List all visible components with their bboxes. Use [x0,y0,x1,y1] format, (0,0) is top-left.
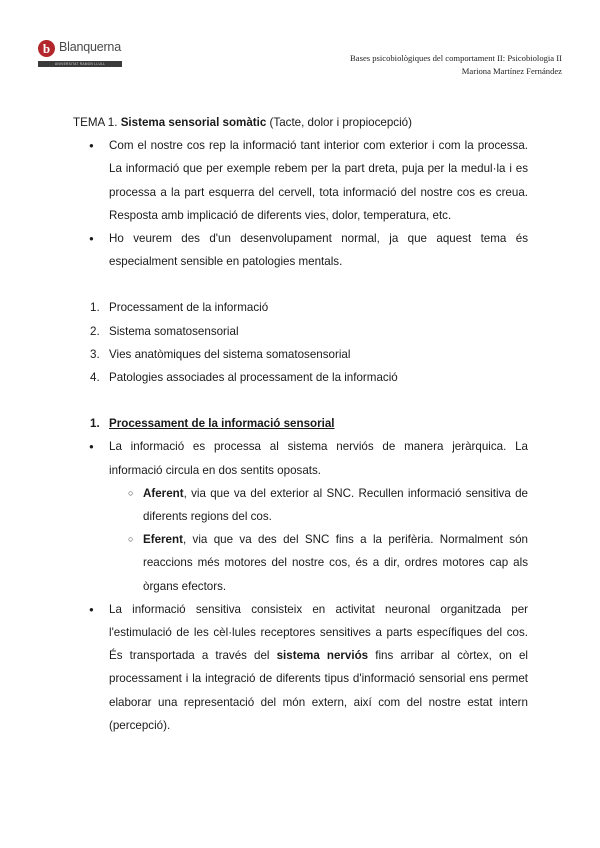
page-title: TEMA 1. Sistema sensorial somàtic (Tacte, dolor i propiocepció) [73,116,412,129]
outline-item: 1. Processament de la informació [90,301,269,315]
section-heading: 1. Processament de la informació sensorial [90,417,335,431]
list-item: ● Ho veurem des d'un desenvolupament normal, ja que aquest tema és especialment sensible en patologies mentals. [73,227,528,273]
logo-tagline: UNIVERSITAT RAMON LLULL [38,61,122,67]
list-item: ● Com el nostre cos rep la informació tant interior com exterior i com la processa. La informació que per exemple rebem per la part dreta, puja per la medul·la i es processa a la part esquerra del cervell, tota informació del nostre cos es creua. Resposta amb implicació de diferents vies, dolor, temperatura, etc. [73,134,528,227]
outline-item: 4. Patologies associades al processament de la informació [90,371,398,385]
document-header [350,52,562,77]
logo-wordmark: Blanquerna [59,40,121,54]
blanquerna-logo [38,38,122,72]
list-item: ● La informació es processa al sistema nerviós de manera jeràrquica. La informació circula en dos sentits oposats. [73,435,528,481]
author-name: Mariona Martínez Fernández [461,65,562,76]
intro-list [73,134,528,273]
list-item: ● La informació sensitiva consisteix en activitat neuronal organitzada per l'estimulació de les cèl·lules receptores sensitives a parts específiques del cos. És transportada a través del sistema nerviós fins arribar al còrtex, on el processament i la integració de diferents tipus d'informació sensorial ens permet elaborar una representació del món extern, així com del nostre estat intern (percepció). [73,598,528,737]
outline-item: 2. Sistema somatosensorial [90,324,239,338]
sub-item-aferent: ○ Aferent, via que va del exterior al SNC. Recullen informació sensitiva de diferents regions del cos. [73,482,528,528]
document-body [73,111,528,737]
logo-mark: b [38,40,55,57]
outline-item: 3. Vies anatòmiques del sistema somatosensorial [90,347,351,361]
section1-list [73,435,528,737]
outline-list [73,296,528,389]
sub-item-eferent: ○ Eferent, via que va des del SNC fins a la perifèria. Normalment són reaccions més motores del nostre cos, és a dir, ordres motores cap als òrgans efectors. [73,528,528,598]
course-title: Bases psicobiològiques del comportament II: Psicobiologia II [350,53,562,63]
